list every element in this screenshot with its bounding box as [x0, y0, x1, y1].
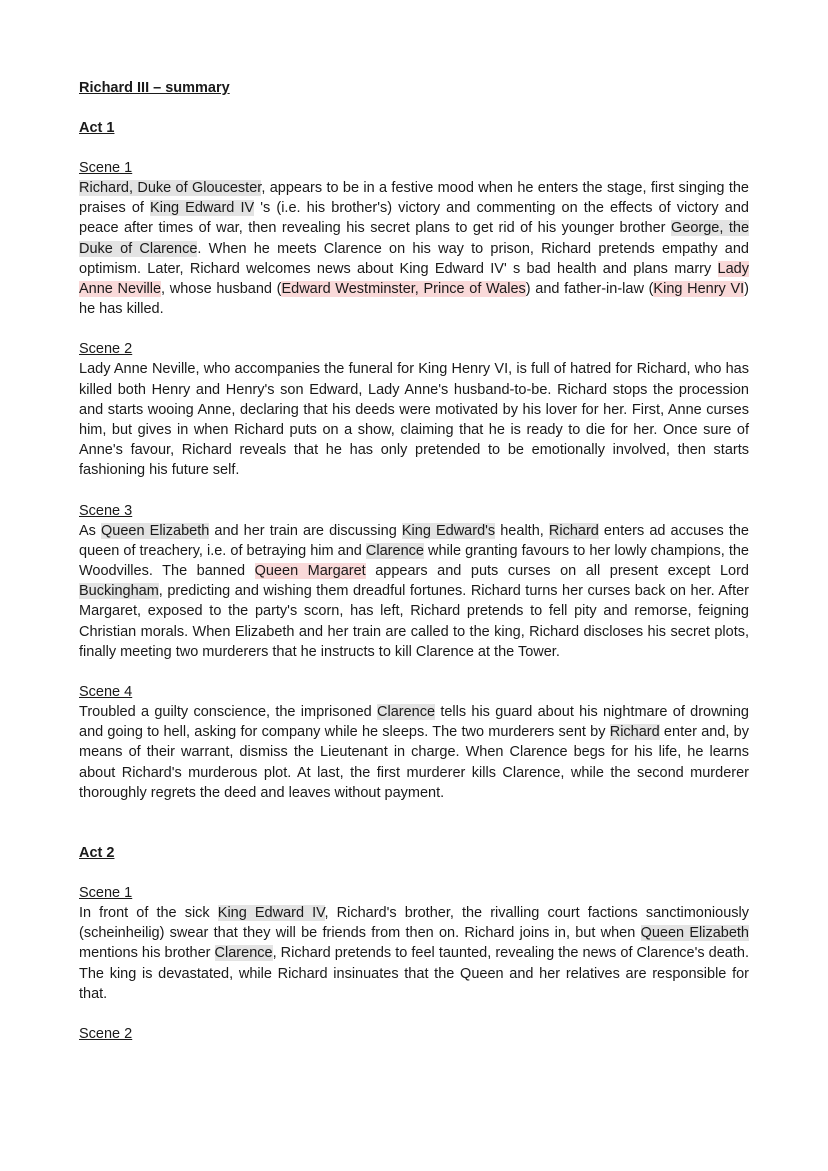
highlighted-name: Richard [609, 724, 660, 741]
act-heading: Act 2 [79, 845, 115, 862]
text-run: Lady Anne Neville, who accompanies the funeral for King Henry VI, is full of hatred for Richard, who has killed both Henry and Henry's son Edward, Lady Anne's husband-to-be. Richard stops the procession and starts wooing Anne, declaring that his deeds were motivated by his lover for her. First, Anne curses him, but gives in when Richard puts on a show, claiming that he is ready to die for her. Once sure of Anne's favour, Richard reveals that he has only pretended to be emotionally involved, then starts fashioning his future self. [79, 361, 749, 479]
text-run: while granting favours to her lowly champions, the Woodvilles. The banned [79, 542, 749, 580]
scene-summary [79, 903, 749, 1004]
text-run: enter and, by means of their warrant, dismiss the Lieutenant in charge. When Clarence begs for his life, he learns about Richard's murderous plot. At last, the first murderer kills Clarence, while the second murderer thoroughly regrets the deed and leaves without payment. [79, 724, 749, 801]
scene-summary [79, 702, 749, 803]
text-run: enters ad accuses the queen of treachery, i.e. of betraying him and [79, 522, 749, 559]
text-run: As [79, 522, 102, 539]
text-run: ) and father-in-law ( [525, 281, 654, 298]
highlighted-name: King Edward IV [150, 200, 255, 217]
highlighted-name: King Henry VI [653, 281, 745, 298]
scene-summary [79, 359, 749, 480]
scene-heading: Scene 1 [79, 160, 133, 176]
text-run: appears and puts curses on all present except Lord [365, 563, 749, 580]
text-run: , whose husband ( [161, 281, 282, 298]
text-run: health, [495, 522, 549, 539]
scene-heading: Scene 4 [79, 684, 133, 701]
highlighted-name: Clarence [365, 542, 424, 559]
text-run: In front of the sick [79, 905, 218, 922]
highlighted-name: King Edward IV [217, 905, 325, 922]
text-run: mentions his brother [79, 945, 215, 962]
highlighted-name: Lady Anne Neville [79, 260, 749, 298]
scene-heading: Scene 2 [79, 1026, 133, 1043]
document-title: Richard III – summary [79, 80, 230, 96]
scene-heading: Scene 1 [79, 885, 133, 902]
text-run: , predicting and wishing them dreadful fortunes. Richard turns her curses back on her. After Margaret, exposed to the party's scorn, has left, Richard pretends to fell pity and remorse, feigning Christian morals. When Elizabeth and her train are called to the king, Richard discloses his secret plots, finally meeting two murderers that he instructs to kill Clarence at the Tower. [79, 583, 749, 660]
text-run: 's (i.e. his brother's) victory and commenting on the effects of victory and peace after times of war, then revealing his secret plans to get rid of his younger brother [79, 200, 749, 237]
text-run: , Richard pretends to feel taunted, revealing the news of Clarence's death. The king is devastated, while Richard insinuates that the Queen and her relatives are responsible for that. [79, 945, 749, 1002]
scene-summary [79, 178, 749, 319]
text-run: ) he has killed. [79, 281, 749, 318]
scene-heading: Scene 2 [79, 341, 133, 358]
highlighted-name: Queen Elizabeth [101, 522, 210, 539]
highlighted-name: Edward Westminster, Prince of Wales [281, 281, 526, 298]
text-run: tells his guard about his nightmare of drowning and going to hell, asking for company while he sleeps. The two murderers sent by [79, 704, 749, 741]
text-run: , appears to be in a festive mood when he enters the stage, first singing the praises of [79, 180, 749, 217]
scene-heading: Scene 3 [79, 502, 133, 519]
text-run: and her train are discussing [209, 522, 402, 539]
text-run: . When he meets Clarence on his way to prison, Richard pretends empathy and optimism. Later, Richard welcomes news about King Edward IV' s bad health and plans marry [79, 240, 749, 277]
highlighted-name: Clarence [377, 704, 436, 721]
highlighted-name: Queen Margaret [254, 563, 366, 580]
highlighted-name: Buckingham [79, 583, 159, 600]
highlighted-name: Clarence [214, 945, 273, 962]
highlighted-name: King Edward's [401, 522, 496, 539]
text-run: , Richard's brother, the rivalling court factions sanctimoniously (scheinheilig) swear that they will be friends from then on. Richard joins in, but when [79, 905, 749, 942]
highlighted-name: Queen Elizabeth [640, 925, 749, 942]
highlighted-name: Richard, Duke of Gloucester [79, 180, 262, 196]
text-run: Troubled a guilty conscience, the imprisoned [79, 704, 377, 721]
act-heading: Act 1 [79, 120, 115, 136]
highlighted-name: George, the Duke of Clarence [79, 220, 750, 257]
highlighted-name: Richard [548, 522, 599, 539]
document-page [79, 78, 749, 1044]
scene-summary [79, 521, 749, 662]
